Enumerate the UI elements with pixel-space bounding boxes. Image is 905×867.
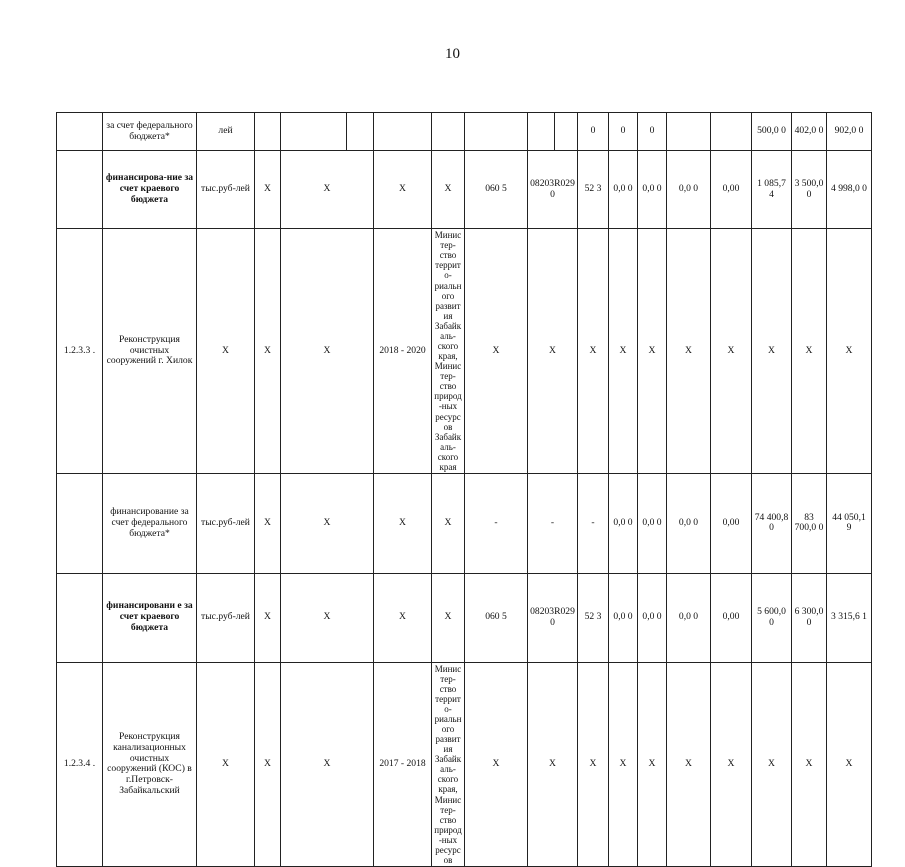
unit-cell: тыс.руб-лей (197, 151, 255, 229)
unit-cell: лей (197, 113, 255, 151)
cell (465, 113, 528, 151)
cell: 0,0 0 (638, 474, 667, 574)
cell: 0,00 (711, 474, 752, 574)
cell: 0,0 0 (609, 474, 638, 574)
cell: Х (578, 662, 609, 867)
cell: - (528, 474, 578, 574)
cell: 5 600,0 0 (752, 573, 792, 662)
cell: Х (752, 229, 792, 474)
cell: 060 5 (465, 573, 528, 662)
cell: Х (827, 229, 872, 474)
cell: 4 998,0 0 (827, 151, 872, 229)
cell (432, 113, 465, 151)
row-name: финансирование за счет федерального бюджета* (103, 474, 197, 574)
row-name: Реконструкция очистных сооружений г. Хилок (103, 229, 197, 474)
cell: 902,0 0 (827, 113, 872, 151)
cell: 83 700,0 0 (792, 474, 827, 574)
table-row (57, 229, 872, 474)
cell (711, 113, 752, 151)
cell: 0,00 (711, 151, 752, 229)
cell: Х (528, 662, 578, 867)
row-number: 1.2.3.3 . (57, 229, 103, 474)
cell: 08203R029 0 (528, 151, 578, 229)
program-table (56, 112, 872, 867)
cell: Х (638, 229, 667, 474)
cell: 0,0 0 (638, 151, 667, 229)
cell: Х (374, 151, 432, 229)
row-number (57, 474, 103, 574)
cell: 0,0 0 (609, 573, 638, 662)
cell: Х (792, 662, 827, 867)
cell: Х (609, 662, 638, 867)
cell: Х (638, 662, 667, 867)
cell: 0 (638, 113, 667, 151)
cell: 3 500,0 0 (792, 151, 827, 229)
cell: Х (432, 573, 465, 662)
cell: 6 300,0 0 (792, 573, 827, 662)
cell: Х (827, 662, 872, 867)
row-name: за счет федерального бюджета* (103, 113, 197, 151)
cell: 1 085,7 4 (752, 151, 792, 229)
unit-cell: Х (197, 229, 255, 474)
cell: Х (255, 229, 281, 474)
cell: Х (667, 229, 711, 474)
page-number: 10 (445, 46, 460, 62)
cell: Х (465, 229, 528, 474)
table-row (57, 113, 872, 151)
table-row (57, 474, 872, 574)
row-number (57, 113, 103, 151)
cell: Х (255, 573, 281, 662)
cell: 060 5 (465, 151, 528, 229)
cell: 3 315,6 1 (827, 573, 872, 662)
cell: Х (578, 229, 609, 474)
cell: 0,0 0 (609, 151, 638, 229)
cell: Х (281, 151, 374, 229)
row-number (57, 151, 103, 229)
row-name: Реконструкция канализационных очистных сооружений (КОС) в г.Петровск-Забайкальский (103, 662, 197, 867)
cell: Х (711, 229, 752, 474)
cell (528, 113, 555, 151)
row-name: финансирова-ние за счет краевого бюджета (103, 151, 197, 229)
cell (281, 113, 347, 151)
cell: Х (255, 662, 281, 867)
row-number (57, 573, 103, 662)
cell: Х (667, 662, 711, 867)
cell: Х (281, 474, 374, 574)
row-name: финансировани е за счет краевого бюджета (103, 573, 197, 662)
unit-cell: тыс.руб-лей (197, 573, 255, 662)
cell: Х (374, 474, 432, 574)
cell: Х (465, 662, 528, 867)
cell: Х (255, 474, 281, 574)
cell: 2017 - 2018 (374, 662, 432, 867)
unit-cell: тыс.руб-лей (197, 474, 255, 574)
cell: Х (255, 151, 281, 229)
cell: Х (792, 229, 827, 474)
row-number: 1.2.3.4 . (57, 662, 103, 867)
cell: 402,0 0 (792, 113, 827, 151)
cell: Х (752, 662, 792, 867)
cell (347, 113, 374, 151)
cell: Х (432, 151, 465, 229)
cell: Министер-ство террито-риального развития Забайкаль-ского края, Министер-ство природ-ных ресурсов Забайкаль-ского края (432, 229, 465, 474)
cell (555, 113, 578, 151)
cell: Х (281, 573, 374, 662)
cell: Х (528, 229, 578, 474)
cell: Х (609, 229, 638, 474)
cell (374, 113, 432, 151)
unit-cell: Х (197, 662, 255, 867)
cell: 0,0 0 (638, 573, 667, 662)
cell (667, 113, 711, 151)
cell: 0 (578, 113, 609, 151)
cell: 52 3 (578, 151, 609, 229)
cell: Министер-ство террито-риального развития Забайкаль-ского края, Министер-ство природ-ных ресурсов (432, 662, 465, 867)
cell: 52 3 (578, 573, 609, 662)
cell: 0,00 (711, 573, 752, 662)
cell: Х (711, 662, 752, 867)
cell: 0,0 0 (667, 573, 711, 662)
cell: 500,0 0 (752, 113, 792, 151)
table-row (57, 151, 872, 229)
cell: 74 400,8 0 (752, 474, 792, 574)
cell: 2018 - 2020 (374, 229, 432, 474)
cell: - (578, 474, 609, 574)
cell: Х (281, 662, 374, 867)
cell: 0 (609, 113, 638, 151)
cell (255, 113, 281, 151)
cell: - (465, 474, 528, 574)
cell: Х (432, 474, 465, 574)
cell: 0,0 0 (667, 151, 711, 229)
table-row (57, 573, 872, 662)
cell: 0,0 0 (667, 474, 711, 574)
cell: 44 050,1 9 (827, 474, 872, 574)
cell: Х (374, 573, 432, 662)
cell: Х (281, 229, 374, 474)
cell: 08203R029 0 (528, 573, 578, 662)
table-row (57, 662, 872, 867)
